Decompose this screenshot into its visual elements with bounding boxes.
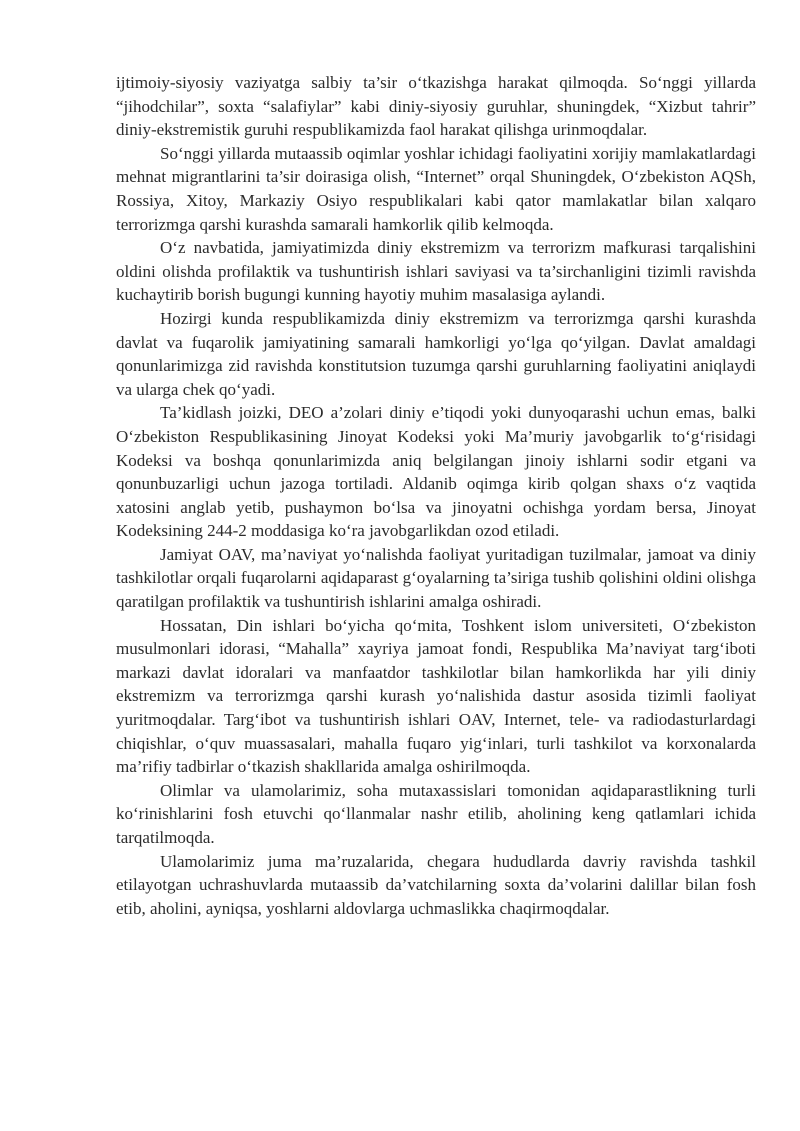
paragraph-3: O‘z navbatida, jamiyatimizda diniy ekstremizm va terrorizm mafkurasi tarqalishini oldini olishda profilaktik va tushuntirish ishlari saviyasi va ta’sirchanligini tizimli ravishda kuchaytirib borish bugungi kunning hayotiy muhim masalasiga aylandi.	[116, 238, 756, 305]
paragraph-2: So‘nggi yillarda mutaassib oqimlar yoshlar ichidagi faoliyatini xorijiy mamlakatlardagi mehnat migrantlarini ta’sir doirasiga olish, “Internet” orqal Shuningdek, O‘zbekiston AQSh, Rossiya, Xitoy, Markaziy Osiyo respublikalari kabi qator mamlakatlar bilan xalqaro terrorizmga qarshi kurashda samarali hamkorlik qilib kelmoqda.	[116, 143, 756, 234]
paragraph-8: Olimlar va ulamolarimiz, soha mutaxassislari tomonidan aqidaparastlikning turli ko‘rinishlarini fosh etuvchi qo‘llanmalar nashr etilib, aholining keng qatlamlari ichida tarqatilmoqda.	[116, 780, 756, 847]
paragraph-6: Jamiyat OAV, ma’naviyat yo‘nalishda faoliyat yuritadigan tuzilmalar, jamoat va diniy tashkilotlar orqali fuqarolarni aqidaparast g‘oyalarning ta’siriga tushib qolishini oldini olishga qaratilgan profilaktik va tushuntirish ishlarini amalga oshiradi.	[116, 544, 756, 612]
document-page	[116, 71, 756, 920]
paragraph-7: Hossatan, Din ishlari bo‘yicha qo‘mita, Toshkent islom universiteti, O‘zbekiston musulmonlari idorasi, “Mahalla” xayriya jamoat fondi, Respublika Ma’naviyat targ‘iboti markazi davlat idoralari va manfaatdor tashkilotlar bilan hamkorlikda har yili diniy ekstremizm va terrorizmga qarshi kurash yo‘nalishida dastur asosida tizimli faoliyat yuritmoqdalar. Targ‘ibot va tushuntirish ishlari OAV, Internet, tele- va radiodasturlardagi chiqishlar, o‘quv muassasalari, mahalla fuqaro yig‘inlari, turli tashkilot va korxonalarda ma’rifiy tadbirlar o‘tkazish shakllarida amalga oshirilmoqda.	[116, 615, 756, 777]
paragraph-4: Hozirgi kunda respublikamizda diniy ekstremizm va terrorizmga qarshi kurashda davlat va fuqarolik jamiyatining samarali hamkorligi yo‘lga qo‘yilgan. Davlat amaldagi qonunlarimizga zid ravishda konstitutsion tuzumga qarshi guruhlarning faoliyatini aniqlaydi va ularga chek qo‘yadi.	[116, 308, 756, 399]
paragraph-9: Ulamolarimiz juma ma’ruzalarida, chegara hududlarda davriy ravishda tashkil etilayotgan uchrashuvlarda mutaassib da’vatchilarning soxta da’volarini dalillar bilan fosh etib, aholini, ayniqsa, yoshlarni aldovlarga uchmaslikka chaqirmoqdalar.	[116, 851, 756, 918]
paragraph-1: ijtimoiy-siyosiy vaziyatga salbiy ta’sir o‘tkazishga harakat qilmoqda. So‘nggi yillarda “jihodchilar”, soxta “salafiylar” kabi diniy-siyosiy guruhlar, shuningdek, “Xizbut tahrir” diniy-ekstremistik guruhi respublikamizda faol harakat qilishga urinmoqdalar.	[116, 73, 756, 140]
paragraph-5: Ta’kidlash joizki, DEO a’zolari diniy e’tiqodi yoki dunyoqarashi uchun emas, balki O‘zbekiston Respublikasining Jinoyat Kodeksi yoki Ma’muriy javobgarlik to‘g‘risidagi Kodeksi va boshqa qonunlarimizda aniq belgilangan jinoiy ishlarni sodir etgani va qonunbuzarligi uchun jazoga tortiladi. Aldanib oqimga kirib qolgan shaxs o‘z vaqtida xatosini anglab yetib, pushaymon bo‘lsa va jinoyatni ochishga yordam bersa, Jinoyat Kodeksining 244-2 moddasiga ko‘ra javobgarlikdan ozod etiladi.	[116, 403, 756, 541]
